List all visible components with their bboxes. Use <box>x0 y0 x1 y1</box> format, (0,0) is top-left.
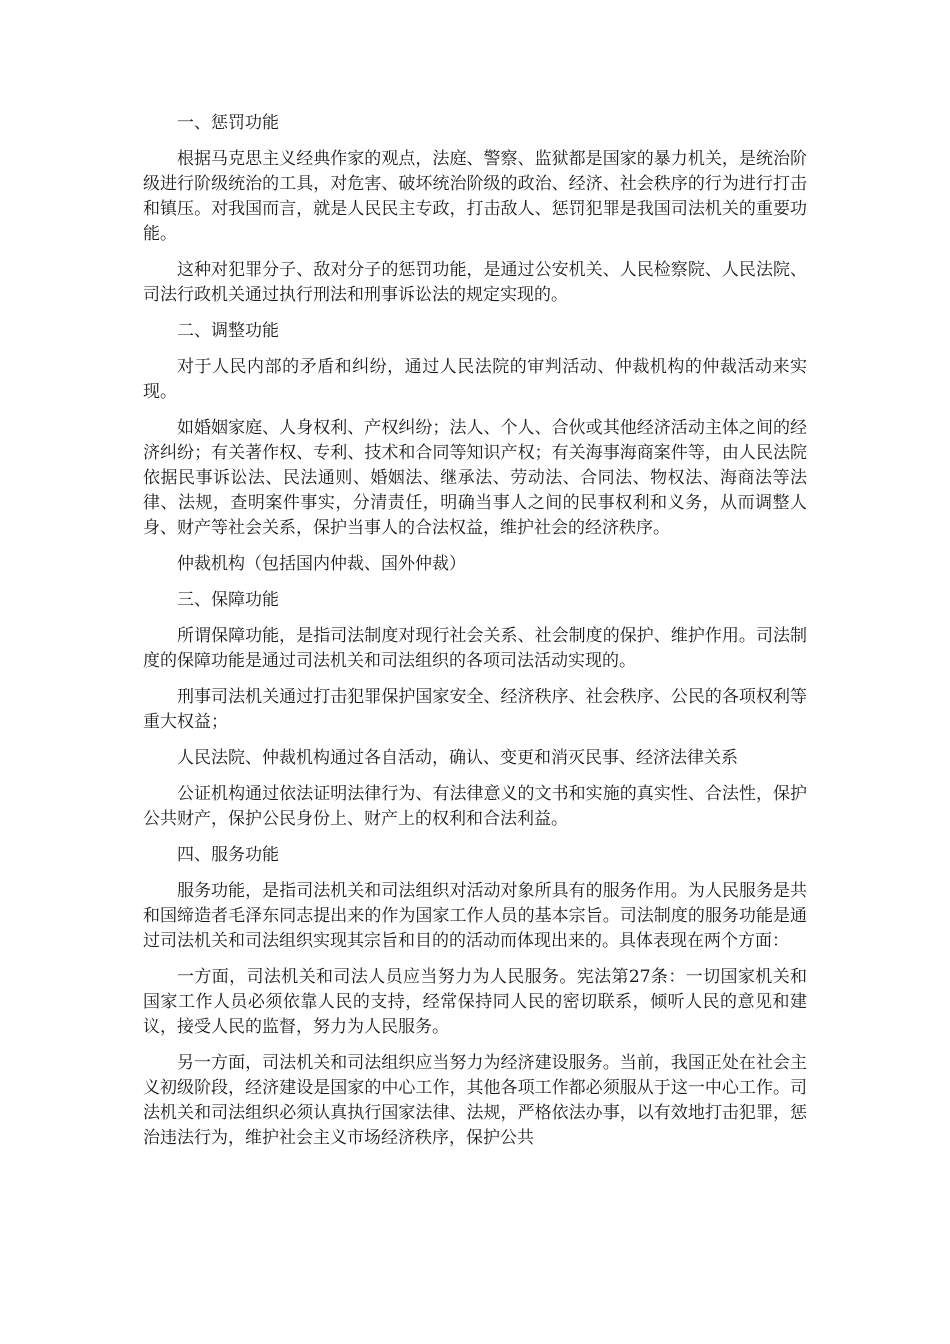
paragraph: 根据马克思主义经典作家的观点，法庭、警察、监狱都是国家的暴力机关，是统治阶级进行阶级统治的工具，对危害、破坏统治阶级的政治、经济、社会秩序的行为进行打击和镇压。对我国而言，就是人民民主专政，打击敌人、惩罚犯罪是我国司法机关的重要功能。 <box>143 149 807 244</box>
section-heading-punishment: 一、惩罚功能 <box>177 113 279 133</box>
paragraph: 公证机构通过依法证明法律行为、有法律意义的文书和实施的真实性、合法性，保护公共财产，保护公民身份上、财产上的权利和合法利益。 <box>143 784 807 829</box>
paragraph: 仲裁机构（包括国内仲裁、国外仲裁） <box>177 554 466 574</box>
section-heading-adjustment: 二、调整功能 <box>177 321 279 341</box>
paragraph: 如婚姻家庭、人身权利、产权纠纷；法人、个人、合伙或其他经济活动主体之间的经济纠纷；有关著作权、专利、技术和合同等知识产权；有关海事海商案件等，由人民法院依据民事诉讼法、民法通则、婚姻法、继承法、劳动法、合同法、物权法、海商法等法律、法规，查明案件事实，分清责任，明确当事人之间的民事权利和义务，从而调整人身、财产等社会关系，保护当事人的合法权益，维护社会的经济秩序。 <box>143 418 807 538</box>
paragraph: 另一方面，司法机关和司法组织应当努力为经济建设服务。当前，我国正处在社会主义初级阶段，经济建设是国家的中心工作，其他各项工作都必须服从于这一中心工作。司法机关和司法组织必须认真执行国家法律、法规，严格依法办事，以有效地打击犯罪，惩治违法行为，维护社会主义市场经济秩序，保护公共 <box>143 1053 807 1148</box>
paragraph: 对于人民内部的矛盾和纠纷，通过人民法院的审判活动、仲裁机构的仲裁活动来实现。 <box>143 357 807 402</box>
document-body <box>143 111 807 1162</box>
paragraph: 一方面，司法机关和司法人员应当努力为人民服务。宪法第27条：一切国家机关和国家工作人员必须依靠人民的支持，经常保持同人民的密切联系，倾听人民的意见和建议，接受人民的监督，努力为人民服务。 <box>143 967 807 1037</box>
paragraph: 刑事司法机关通过打击犯罪保护国家安全、经济秩序、社会秩序、公民的各项权利等重大权益； <box>143 687 807 732</box>
section-heading-service: 四、服务功能 <box>177 845 279 865</box>
paragraph: 人民法院、仲裁机构通过各自活动，确认、变更和消灭民事、经济法律关系 <box>177 748 738 768</box>
paragraph: 所谓保障功能，是指司法制度对现行社会关系、社会制度的保护、维护作用。司法制度的保障功能是通过司法机关和司法组织的各项司法活动实现的。 <box>143 626 807 671</box>
paragraph: 这种对犯罪分子、敌对分子的惩罚功能，是通过公安机关、人民检察院、人民法院、司法行政机关通过执行刑法和刑事诉讼法的规定实现的。 <box>143 260 807 305</box>
paragraph: 服务功能，是指司法机关和司法组织对活动对象所具有的服务作用。为人民服务是共和国缔造者毛泽东同志提出来的作为国家工作人员的基本宗旨。司法制度的服务功能是通过司法机关和司法组织实现其宗旨和目的的活动而体现出来的。具体表现在两个方面： <box>143 881 807 951</box>
section-heading-protection: 三、保障功能 <box>177 590 279 610</box>
